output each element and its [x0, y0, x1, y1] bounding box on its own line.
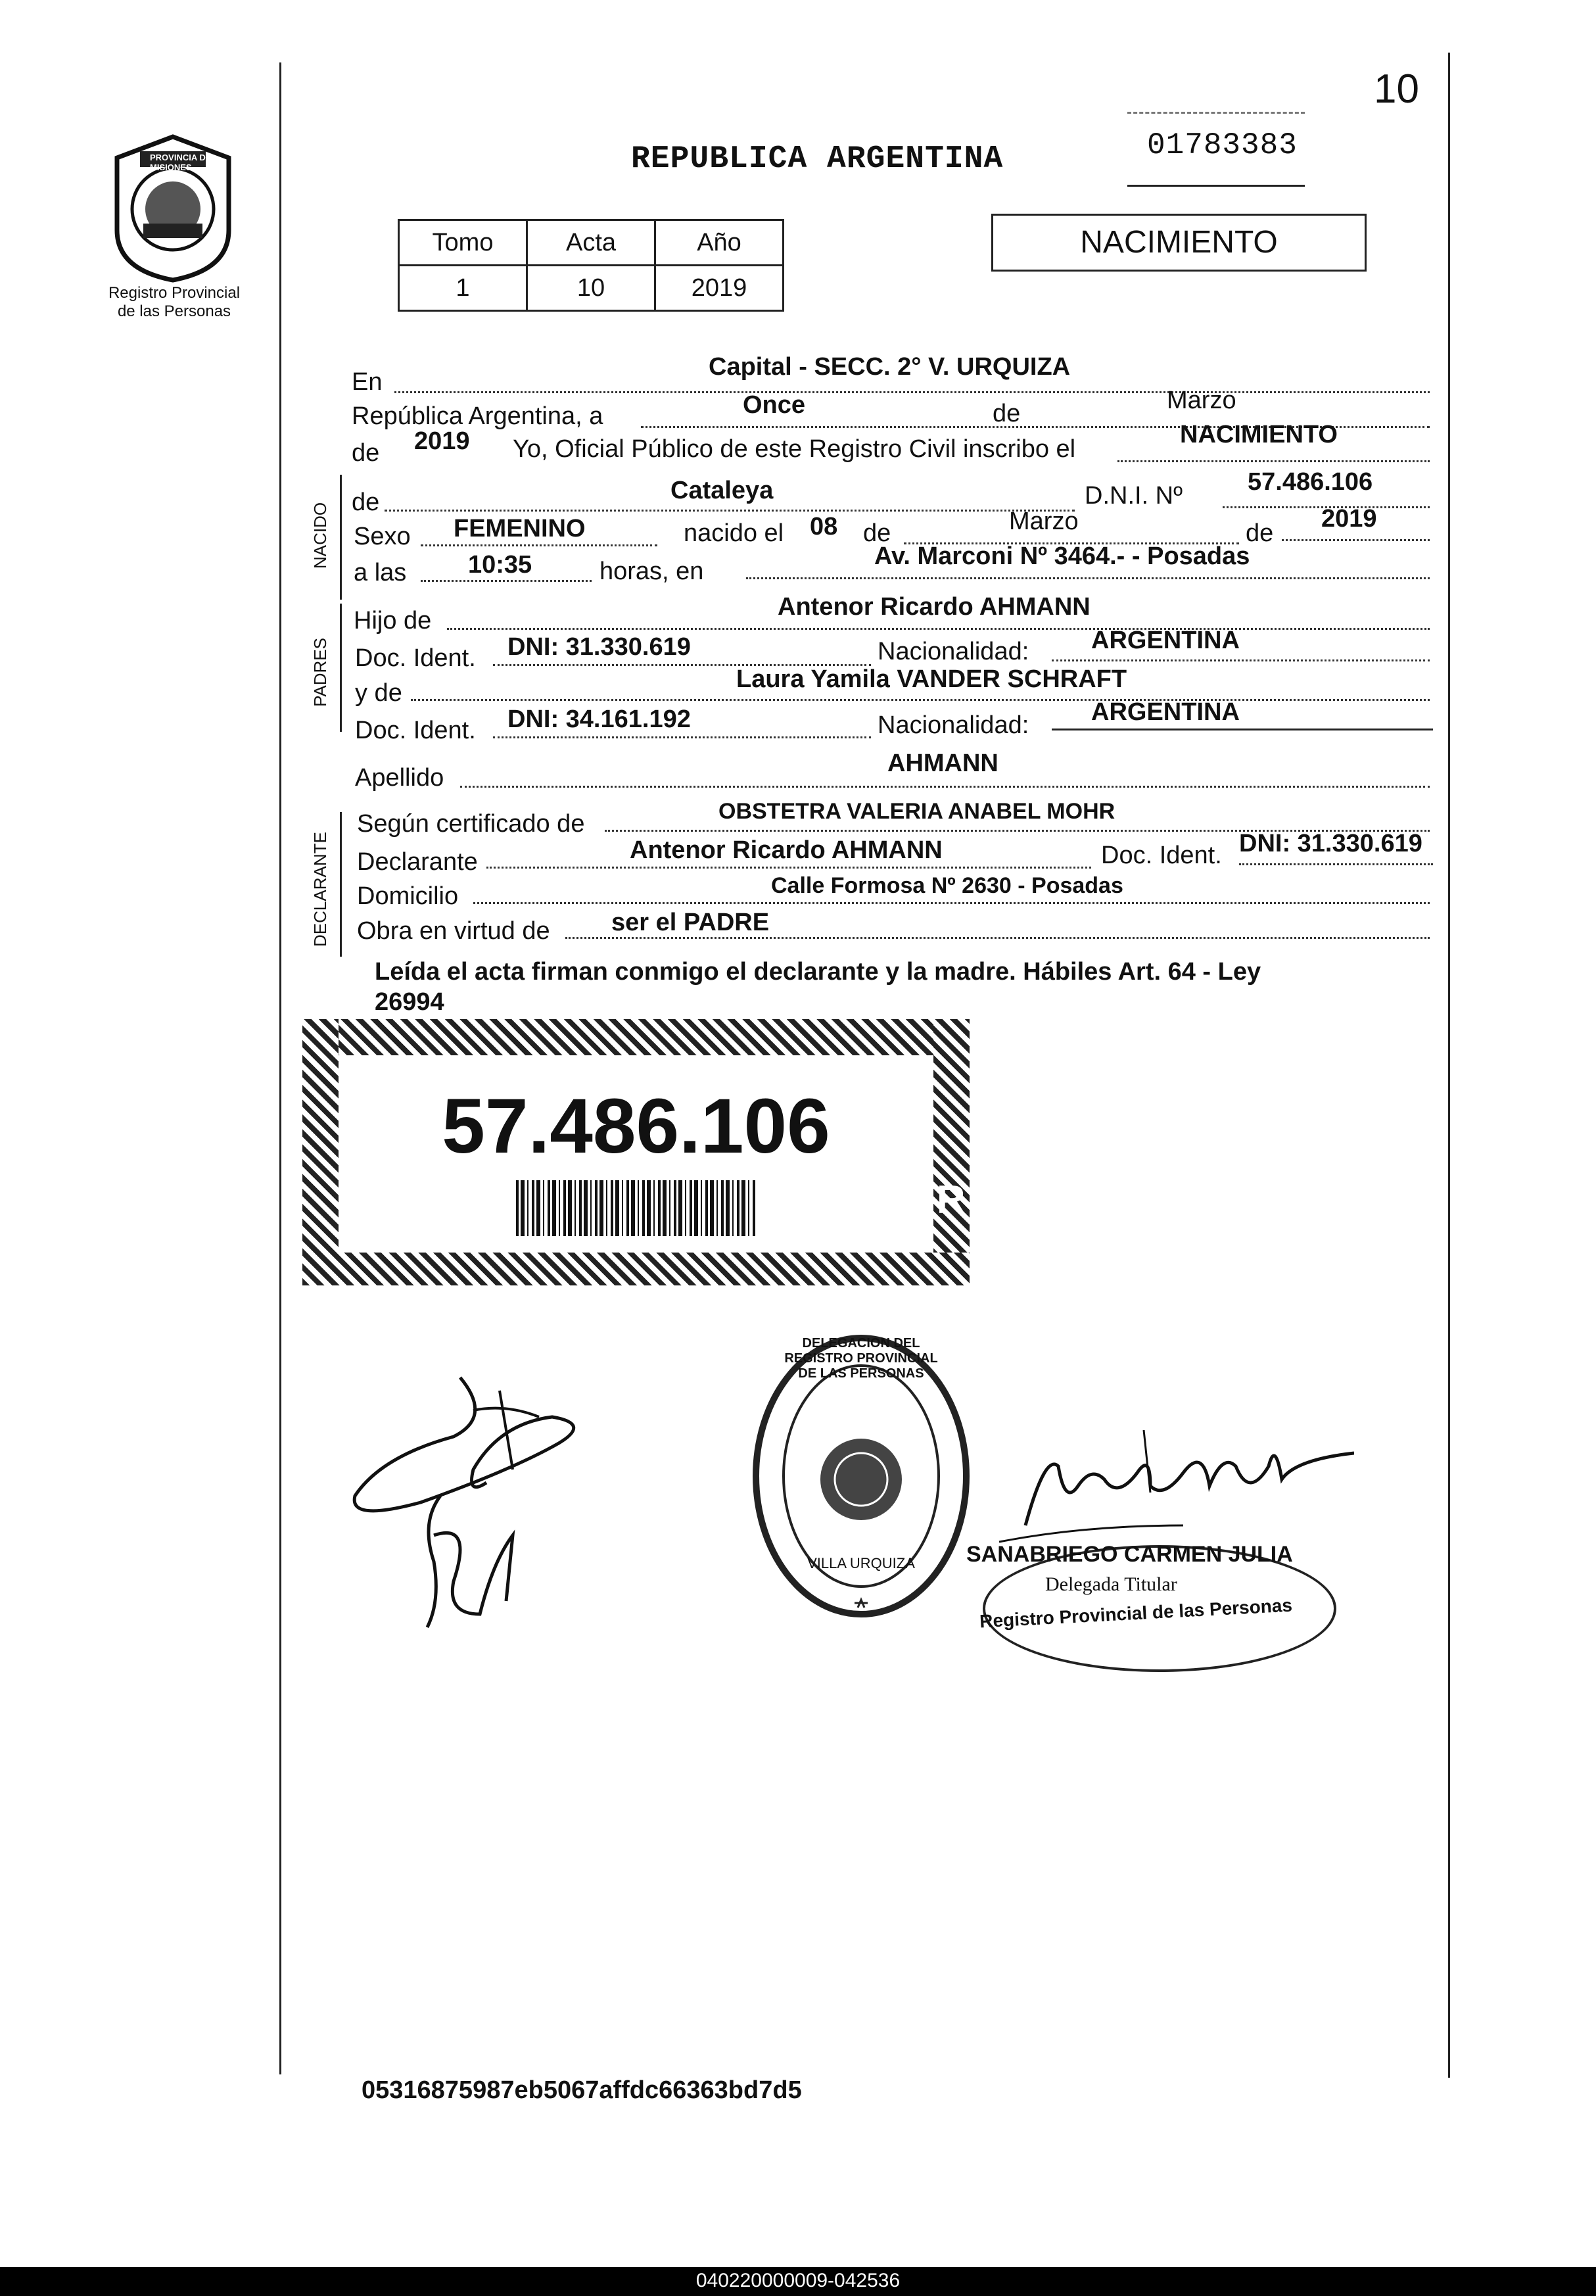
logo-caption-line1: Registro Provincial [108, 284, 241, 302]
horas-label: horas, en [599, 558, 704, 585]
sexo-value: FEMENINO [454, 515, 586, 542]
alas-label: a las [354, 559, 407, 586]
dotted-line [385, 510, 1075, 512]
dotted-line [411, 699, 1430, 701]
barcode [516, 1180, 756, 1236]
seal-text: DELEGACION DEL REGISTRO PROVINCIAL DE LAS PERSONAS [784, 1336, 938, 1381]
page-number: 10 [1374, 66, 1419, 112]
year-value: 2019 [414, 427, 470, 455]
logo-seal-text: PROVINCIA DE MISIONES [150, 153, 212, 172]
doc-label: Doc. Ident. [355, 717, 476, 744]
father-name: Antenor Ricardo AHMANN [778, 593, 1091, 621]
child-dni: 57.486.106 [1248, 468, 1373, 496]
day-value: Once [743, 391, 806, 419]
sticker-border-pattern [933, 1019, 970, 1285]
dni-number: 57.486.106 [442, 1083, 830, 1170]
table-cell: 10 [527, 266, 655, 311]
birth-month: Marzo [1009, 508, 1079, 535]
dni-sticker [302, 1019, 970, 1285]
nacionalidad-label: Nacionalidad: [878, 711, 1029, 739]
table-header: Acta [527, 220, 655, 266]
month-value: Marzo [1167, 387, 1236, 414]
father-nationality: ARGENTINA [1091, 627, 1240, 654]
official-org: Registro Provincial de las Personas [979, 1594, 1293, 1632]
sticker-border-pattern [302, 1253, 970, 1285]
serial-number: 01783383 [1147, 128, 1298, 162]
domicilio-value: Calle Formosa Nº 2630 - Posadas [771, 873, 1123, 898]
de-label: de [993, 400, 1021, 427]
birth-day: 08 [810, 513, 838, 540]
birth-time: 10:35 [468, 551, 532, 579]
page-title: REPUBLICA ARGENTINA [631, 141, 1004, 177]
birth-place: Av. Marconi Nº 3464.- - Posadas [874, 542, 1250, 570]
table-cell: 2019 [655, 266, 784, 311]
de-label: de [352, 489, 380, 516]
dni-label: D.N.I. Nº [1085, 482, 1183, 510]
dotted-line [447, 628, 1430, 630]
apellido-value: AHMANN [887, 750, 998, 777]
dotted-line [746, 577, 1430, 579]
logo-caption-line2: de las Personas [117, 302, 231, 320]
dotted-line [421, 544, 657, 546]
sticker-edge-letter: R [937, 1178, 966, 1222]
dotted-line [493, 736, 871, 738]
doc-type: NACIMIENTO [1080, 225, 1278, 260]
signature-declarante [342, 1364, 605, 1640]
dotted-line [1117, 460, 1430, 462]
table-header: Tomo [399, 220, 527, 266]
declarante-label: Declarante [357, 848, 478, 876]
closing-line1: Leída el acta firman conmigo el declarante y la madre. Hábiles Art. 64 - Ley [375, 958, 1261, 986]
act-value: NACIMIENTO [1180, 421, 1338, 448]
solid-line [1052, 729, 1433, 730]
signature-official [986, 1427, 1354, 1545]
logo-caption [92, 284, 256, 321]
province-seal-logo [104, 132, 242, 283]
dotted-line [486, 867, 1091, 869]
dotted-line [1052, 659, 1430, 661]
dotted-line [421, 580, 592, 582]
dotted-line [1282, 539, 1430, 541]
cert-value: OBSTETRA VALERIA ANABEL MOHR [718, 799, 1115, 824]
footer-bar [0, 2267, 1596, 2296]
yo-text: Yo, Oficial Público de este Registro Civil inscribo el [513, 435, 1076, 463]
table-cell: 1 [399, 266, 527, 311]
mother-doc: DNI: 34.161.192 [507, 706, 691, 733]
declarante-value: Antenor Ricardo AHMANN [630, 836, 943, 864]
section-label-nacido: NACIDO [310, 502, 330, 569]
domicilio-label: Domicilio [357, 882, 459, 910]
place-value: Capital - SECC. 2° V. URQUIZA [709, 353, 1071, 381]
de2-label: de [352, 439, 380, 467]
obra-value: ser el PADRE [611, 909, 770, 936]
hijo-label: Hijo de [354, 607, 432, 634]
sticker-border-pattern [302, 1019, 339, 1285]
child-name: Cataleya [670, 477, 774, 504]
dotted-line [460, 786, 1430, 788]
official-title: Delegada Titular [1045, 1573, 1177, 1595]
de-label: de [1246, 519, 1274, 547]
registry-table [398, 219, 784, 312]
de-label: de [863, 519, 891, 547]
cert-label: Según certificado de [357, 810, 585, 838]
section-bracket [340, 475, 342, 600]
closing-text [375, 957, 1261, 1017]
section-label-padres: PADRES [310, 638, 330, 707]
document-hash: 05316875987eb5067affdc66363bd7d5 [362, 2076, 802, 2104]
nacionalidad-label: Nacionalidad: [878, 638, 1029, 665]
seal-bottom-text: VILLA URQUIZA [807, 1555, 915, 1571]
dotted-line [394, 391, 1430, 393]
birth-year: 2019 [1321, 505, 1377, 533]
obra-label: Obra en virtud de [357, 917, 550, 945]
section-bracket [340, 604, 342, 732]
dotted-line [565, 937, 1430, 939]
doc-type-box [991, 214, 1367, 272]
sexo-label: Sexo [354, 523, 411, 550]
section-bracket [340, 812, 342, 957]
serial-box [1127, 112, 1305, 187]
table-header: Año [655, 220, 784, 266]
doc-label: Doc. Ident. [1101, 842, 1222, 869]
republica-label: República Argentina, a [352, 402, 603, 430]
dotted-line [1239, 863, 1433, 865]
declarante-doc: DNI: 31.330.619 [1239, 830, 1422, 857]
mother-nationality: ARGENTINA [1091, 698, 1240, 726]
nacido-label: nacido el [684, 519, 784, 547]
sticker-border-pattern [302, 1019, 970, 1055]
official-name: SANABRIEGO CARMEN JULIA [966, 1542, 1293, 1567]
mother-name: Laura Yamila VANDER SCHRAFT [736, 665, 1127, 693]
registry-seal-stamp [743, 1328, 979, 1624]
doc-label: Doc. Ident. [355, 644, 476, 672]
closing-line2: 26994 [375, 988, 444, 1016]
section-label-declarante: DECLARANTE [310, 832, 330, 947]
right-margin-line [1448, 53, 1450, 2078]
apellido-label: Apellido [355, 764, 444, 792]
sticker-face [339, 1055, 933, 1253]
yde-label: y de [355, 679, 402, 707]
en-label: En [352, 368, 383, 396]
dotted-line [473, 902, 1430, 904]
left-margin-line [279, 62, 281, 2074]
footer-code: 040220000009-042536 [695, 2270, 901, 2291]
father-doc: DNI: 31.330.619 [507, 633, 691, 661]
